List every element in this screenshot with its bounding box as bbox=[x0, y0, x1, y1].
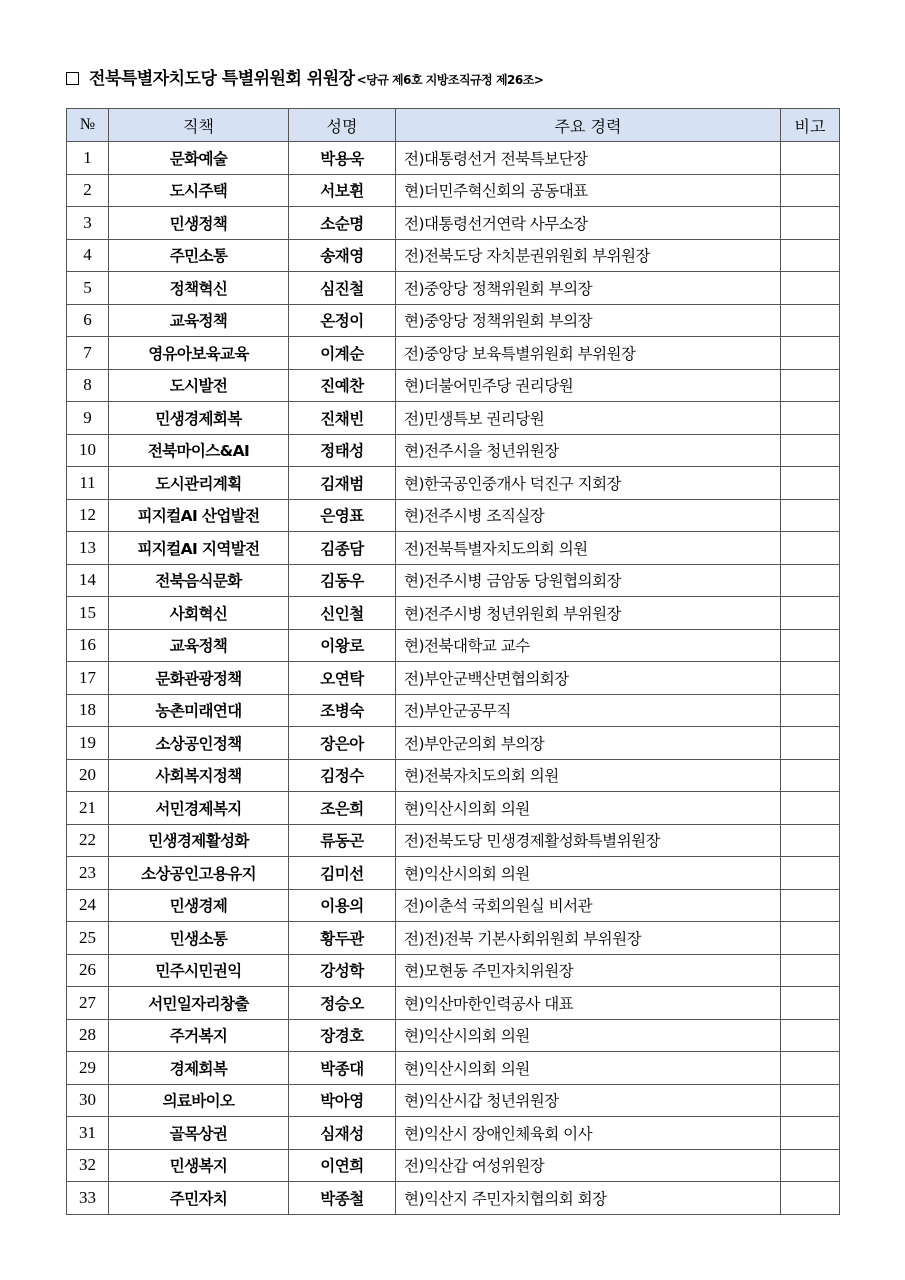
row-number: 8 bbox=[67, 369, 109, 402]
position-cell: 민생복지 bbox=[109, 1149, 289, 1182]
position-cell: 주민자치 bbox=[109, 1182, 289, 1215]
row-number: 26 bbox=[67, 954, 109, 987]
table-row bbox=[67, 402, 840, 435]
row-number: 14 bbox=[67, 564, 109, 597]
career-cell: 현)익산시갑 청년위원장 bbox=[396, 1084, 781, 1117]
table-row bbox=[67, 629, 840, 662]
note-cell bbox=[781, 1182, 840, 1215]
table-row bbox=[67, 434, 840, 467]
position-cell: 문화관광정책 bbox=[109, 662, 289, 695]
note-cell bbox=[781, 857, 840, 890]
position-cell: 소상공인고용유지 bbox=[109, 857, 289, 890]
table-row bbox=[67, 337, 840, 370]
table-row bbox=[67, 889, 840, 922]
name-cell: 김동우 bbox=[289, 564, 396, 597]
position-cell: 피지컬AI 산업발전 bbox=[109, 499, 289, 532]
table-row bbox=[67, 1019, 840, 1052]
row-number: 28 bbox=[67, 1019, 109, 1052]
table-row bbox=[67, 499, 840, 532]
note-cell bbox=[781, 142, 840, 175]
name-cell: 이왕로 bbox=[289, 629, 396, 662]
career-cell: 전)이춘석 국회의원실 비서관 bbox=[396, 889, 781, 922]
header-career: 주요 경력 bbox=[396, 109, 781, 142]
position-cell: 문화예술 bbox=[109, 142, 289, 175]
name-cell: 강성학 bbox=[289, 954, 396, 987]
table-row bbox=[67, 987, 840, 1020]
row-number: 20 bbox=[67, 759, 109, 792]
note-cell bbox=[781, 434, 840, 467]
position-cell: 주민소통 bbox=[109, 239, 289, 272]
career-cell: 현)한국공인중개사 덕진구 지회장 bbox=[396, 467, 781, 500]
name-cell: 김재범 bbox=[289, 467, 396, 500]
note-cell bbox=[781, 174, 840, 207]
career-cell: 현)전주시병 청년위원회 부위원장 bbox=[396, 597, 781, 630]
row-number: 22 bbox=[67, 824, 109, 857]
career-cell: 전)부안군공무직 bbox=[396, 694, 781, 727]
position-cell: 도시관리계획 bbox=[109, 467, 289, 500]
row-number: 16 bbox=[67, 629, 109, 662]
row-number: 6 bbox=[67, 304, 109, 337]
career-cell: 전)전북도당 민생경제활성화특별위원장 bbox=[396, 824, 781, 857]
table-row bbox=[67, 1052, 840, 1085]
document-title: 전북특별자치도당 특별위원회 위원장 bbox=[89, 69, 355, 89]
career-cell: 현)전주시병 조직실장 bbox=[396, 499, 781, 532]
name-cell: 정태성 bbox=[289, 434, 396, 467]
position-cell: 민생정책 bbox=[109, 207, 289, 240]
position-cell: 민주시민권익 bbox=[109, 954, 289, 987]
note-cell bbox=[781, 792, 840, 825]
career-cell: 현)익산시의회 의원 bbox=[396, 1052, 781, 1085]
name-cell: 온정이 bbox=[289, 304, 396, 337]
row-number: 23 bbox=[67, 857, 109, 890]
position-cell: 서민일자리창출 bbox=[109, 987, 289, 1020]
position-cell: 의료바이오 bbox=[109, 1084, 289, 1117]
row-number: 24 bbox=[67, 889, 109, 922]
row-number: 3 bbox=[67, 207, 109, 240]
name-cell: 이계순 bbox=[289, 337, 396, 370]
row-number: 9 bbox=[67, 402, 109, 435]
name-cell: 김미선 bbox=[289, 857, 396, 890]
note-cell bbox=[781, 1019, 840, 1052]
row-number: 33 bbox=[67, 1182, 109, 1215]
table-row bbox=[67, 857, 840, 890]
note-cell bbox=[781, 304, 840, 337]
position-cell: 교육정책 bbox=[109, 304, 289, 337]
document-heading bbox=[66, 64, 866, 92]
career-cell: 전)전북도당 자치분권위원회 부위원장 bbox=[396, 239, 781, 272]
note-cell bbox=[781, 337, 840, 370]
career-cell: 현)전주시을 청년위원장 bbox=[396, 434, 781, 467]
header-note: 비고 bbox=[781, 109, 840, 142]
table-row bbox=[67, 954, 840, 987]
row-number: 32 bbox=[67, 1149, 109, 1182]
committee-table bbox=[66, 108, 840, 1215]
position-cell: 전북마이스&AI bbox=[109, 434, 289, 467]
note-cell bbox=[781, 759, 840, 792]
row-number: 7 bbox=[67, 337, 109, 370]
note-cell bbox=[781, 239, 840, 272]
note-cell bbox=[781, 272, 840, 305]
position-cell: 민생경제 bbox=[109, 889, 289, 922]
row-number: 21 bbox=[67, 792, 109, 825]
table-body bbox=[67, 142, 840, 1215]
position-cell: 골목상권 bbox=[109, 1117, 289, 1150]
name-cell: 조병숙 bbox=[289, 694, 396, 727]
table-row bbox=[67, 694, 840, 727]
career-cell: 현)익산시의회 의원 bbox=[396, 792, 781, 825]
career-cell: 전)중앙당 보육특별위원회 부위원장 bbox=[396, 337, 781, 370]
table-row bbox=[67, 532, 840, 565]
table-row bbox=[67, 272, 840, 305]
career-cell: 현)전북자치도의회 의원 bbox=[396, 759, 781, 792]
note-cell bbox=[781, 369, 840, 402]
note-cell bbox=[781, 467, 840, 500]
name-cell: 이연희 bbox=[289, 1149, 396, 1182]
note-cell bbox=[781, 727, 840, 760]
table-row bbox=[67, 1084, 840, 1117]
name-cell: 서보휜 bbox=[289, 174, 396, 207]
career-cell: 전)대통령선거연락 사무소장 bbox=[396, 207, 781, 240]
career-cell: 현)더민주혁신회의 공동대표 bbox=[396, 174, 781, 207]
position-cell: 교육정책 bbox=[109, 629, 289, 662]
table-row bbox=[67, 142, 840, 175]
row-number: 15 bbox=[67, 597, 109, 630]
note-cell bbox=[781, 694, 840, 727]
note-cell bbox=[781, 824, 840, 857]
position-cell: 민생소통 bbox=[109, 922, 289, 955]
row-number: 19 bbox=[67, 727, 109, 760]
row-number: 30 bbox=[67, 1084, 109, 1117]
career-cell: 전)전)전북 기본사회위원회 부위원장 bbox=[396, 922, 781, 955]
name-cell: 박용욱 bbox=[289, 142, 396, 175]
row-number: 25 bbox=[67, 922, 109, 955]
table-header-row bbox=[67, 109, 840, 142]
table-row bbox=[67, 467, 840, 500]
row-number: 31 bbox=[67, 1117, 109, 1150]
position-cell: 피지컬AI 지역발전 bbox=[109, 532, 289, 565]
note-cell bbox=[781, 597, 840, 630]
position-cell: 민생경제회복 bbox=[109, 402, 289, 435]
table-row bbox=[67, 1182, 840, 1215]
note-cell bbox=[781, 1084, 840, 1117]
name-cell: 진예찬 bbox=[289, 369, 396, 402]
career-cell: 전)중앙당 정책위원회 부의장 bbox=[396, 272, 781, 305]
note-cell bbox=[781, 207, 840, 240]
position-cell: 주거복지 bbox=[109, 1019, 289, 1052]
note-cell bbox=[781, 629, 840, 662]
table-row bbox=[67, 207, 840, 240]
note-cell bbox=[781, 1117, 840, 1150]
name-cell: 박아영 bbox=[289, 1084, 396, 1117]
name-cell: 진채빈 bbox=[289, 402, 396, 435]
note-cell bbox=[781, 564, 840, 597]
name-cell: 송재영 bbox=[289, 239, 396, 272]
name-cell: 김정수 bbox=[289, 759, 396, 792]
career-cell: 현)익산마한인력공사 대표 bbox=[396, 987, 781, 1020]
table-row bbox=[67, 662, 840, 695]
position-cell: 정책혁신 bbox=[109, 272, 289, 305]
table-row bbox=[67, 369, 840, 402]
table-row bbox=[67, 1117, 840, 1150]
header-no: № bbox=[67, 109, 109, 142]
position-cell: 사회복지정책 bbox=[109, 759, 289, 792]
name-cell: 정승오 bbox=[289, 987, 396, 1020]
career-cell: 현)익산시의회 의원 bbox=[396, 857, 781, 890]
row-number: 13 bbox=[67, 532, 109, 565]
note-cell bbox=[781, 499, 840, 532]
position-cell: 도시주택 bbox=[109, 174, 289, 207]
table-row bbox=[67, 564, 840, 597]
table-row bbox=[67, 239, 840, 272]
note-cell bbox=[781, 402, 840, 435]
name-cell: 은영표 bbox=[289, 499, 396, 532]
career-cell: 전)전북특별자치도의회 의원 bbox=[396, 532, 781, 565]
career-cell: 현)익산시 장애인체육회 이사 bbox=[396, 1117, 781, 1150]
career-cell: 전)부안군의회 부의장 bbox=[396, 727, 781, 760]
row-number: 5 bbox=[67, 272, 109, 305]
career-cell: 현)전북대학교 교수 bbox=[396, 629, 781, 662]
career-cell: 전)대통령선거 전북특보단장 bbox=[396, 142, 781, 175]
note-cell bbox=[781, 922, 840, 955]
table-row bbox=[67, 759, 840, 792]
table-row bbox=[67, 792, 840, 825]
name-cell: 박종대 bbox=[289, 1052, 396, 1085]
row-number: 1 bbox=[67, 142, 109, 175]
row-number: 10 bbox=[67, 434, 109, 467]
row-number: 2 bbox=[67, 174, 109, 207]
table-row bbox=[67, 597, 840, 630]
career-cell: 전)익산갑 여성위원장 bbox=[396, 1149, 781, 1182]
career-cell: 현)전주시병 금암동 당원협의회장 bbox=[396, 564, 781, 597]
name-cell: 조은희 bbox=[289, 792, 396, 825]
note-cell bbox=[781, 987, 840, 1020]
checkbox-bullet-icon bbox=[66, 72, 79, 85]
table-row bbox=[67, 1149, 840, 1182]
header-name: 성명 bbox=[289, 109, 396, 142]
row-number: 18 bbox=[67, 694, 109, 727]
table-row bbox=[67, 727, 840, 760]
career-cell: 현)중앙당 정책위원회 부의장 bbox=[396, 304, 781, 337]
name-cell: 심진철 bbox=[289, 272, 396, 305]
note-cell bbox=[781, 662, 840, 695]
name-cell: 박종철 bbox=[289, 1182, 396, 1215]
career-cell: 현)모현동 주민자치위원장 bbox=[396, 954, 781, 987]
table-row bbox=[67, 174, 840, 207]
position-cell: 사회혁신 bbox=[109, 597, 289, 630]
career-cell: 현)익산시의회 의원 bbox=[396, 1019, 781, 1052]
note-cell bbox=[781, 532, 840, 565]
document-subtitle: <당규 제6호 지방조직규정 제26조> bbox=[356, 73, 544, 87]
note-cell bbox=[781, 1149, 840, 1182]
position-cell: 농촌미래연대 bbox=[109, 694, 289, 727]
row-number: 11 bbox=[67, 467, 109, 500]
row-number: 27 bbox=[67, 987, 109, 1020]
table-row bbox=[67, 304, 840, 337]
name-cell: 장경호 bbox=[289, 1019, 396, 1052]
row-number: 12 bbox=[67, 499, 109, 532]
table-row bbox=[67, 922, 840, 955]
note-cell bbox=[781, 1052, 840, 1085]
career-cell: 현)더불어민주당 권리당원 bbox=[396, 369, 781, 402]
career-cell: 전)부안군백산면협의회장 bbox=[396, 662, 781, 695]
name-cell: 장은아 bbox=[289, 727, 396, 760]
name-cell: 황두관 bbox=[289, 922, 396, 955]
header-position: 직책 bbox=[109, 109, 289, 142]
name-cell: 이용의 bbox=[289, 889, 396, 922]
row-number: 29 bbox=[67, 1052, 109, 1085]
name-cell: 오연탁 bbox=[289, 662, 396, 695]
career-cell: 현)익산지 주민자치협의회 회장 bbox=[396, 1182, 781, 1215]
row-number: 17 bbox=[67, 662, 109, 695]
row-number: 4 bbox=[67, 239, 109, 272]
name-cell: 류동곤 bbox=[289, 824, 396, 857]
note-cell bbox=[781, 889, 840, 922]
name-cell: 신인철 bbox=[289, 597, 396, 630]
position-cell: 경제회복 bbox=[109, 1052, 289, 1085]
position-cell: 전북음식문화 bbox=[109, 564, 289, 597]
table-row bbox=[67, 824, 840, 857]
position-cell: 민생경제활성화 bbox=[109, 824, 289, 857]
note-cell bbox=[781, 954, 840, 987]
name-cell: 소순명 bbox=[289, 207, 396, 240]
position-cell: 도시발전 bbox=[109, 369, 289, 402]
name-cell: 심재성 bbox=[289, 1117, 396, 1150]
name-cell: 김종담 bbox=[289, 532, 396, 565]
position-cell: 영유아보육교육 bbox=[109, 337, 289, 370]
career-cell: 전)민생특보 권리당원 bbox=[396, 402, 781, 435]
position-cell: 서민경제복지 bbox=[109, 792, 289, 825]
position-cell: 소상공인정책 bbox=[109, 727, 289, 760]
